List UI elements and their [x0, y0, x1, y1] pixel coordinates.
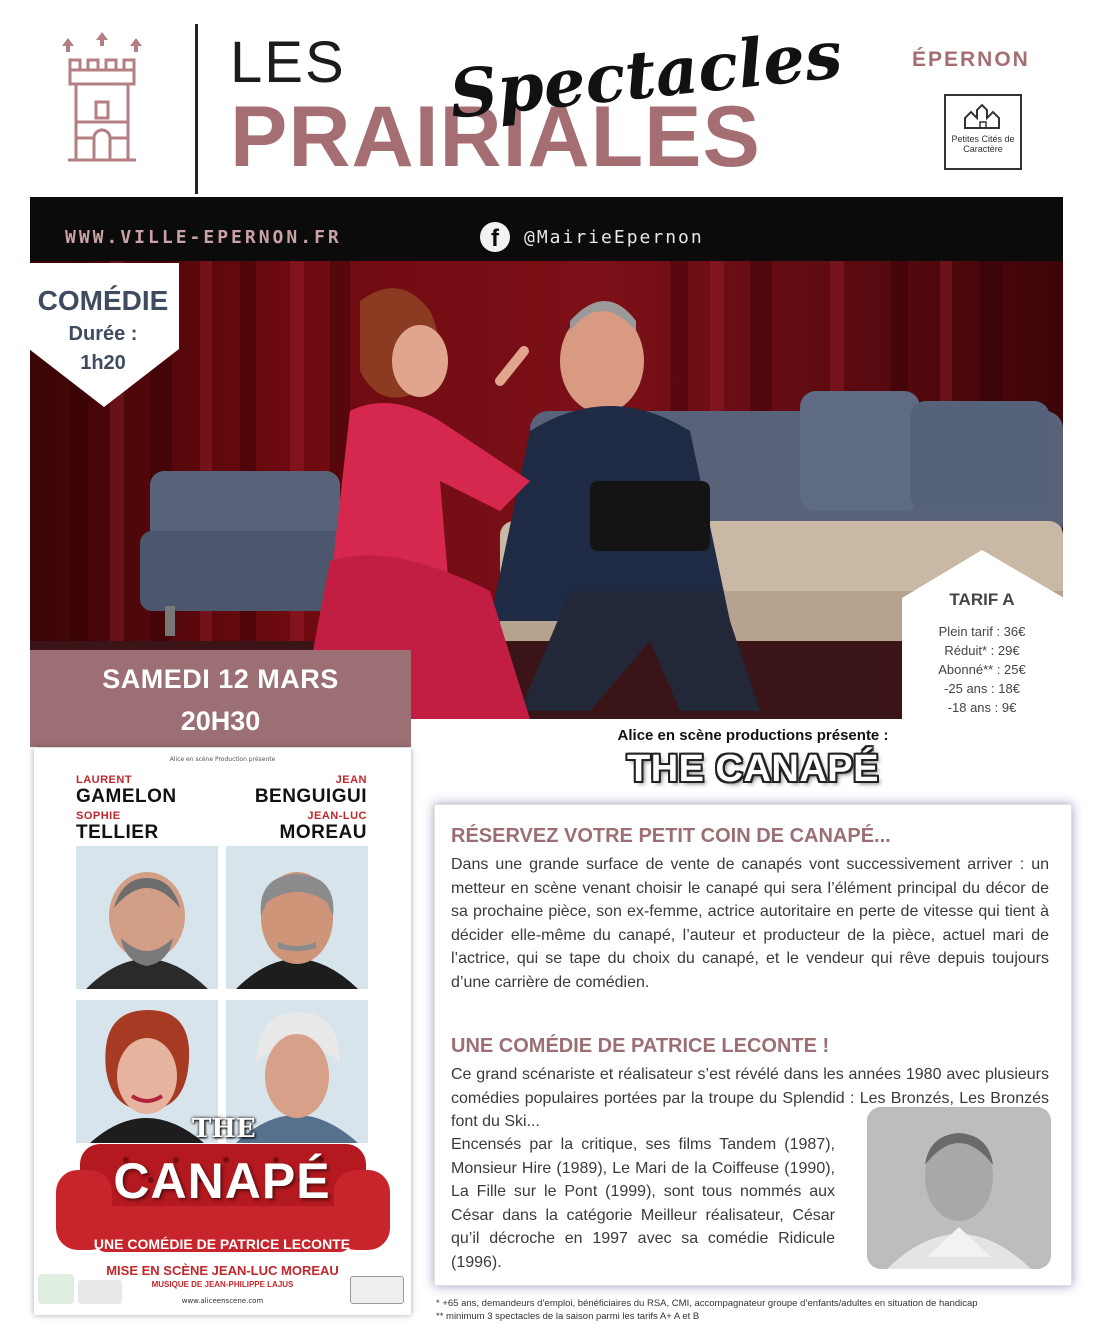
petites-cites-label: Petites Cités de Caractère [951, 134, 1015, 154]
genre-badge [29, 263, 181, 409]
director-bio-text: Ce grand scénariste et réalisateur s’est révélé dans les années 1980 avec plusieurs comédies populaires portées par la troupe du Splendid : Les Bronzés, Les Bronzés font du Ski... [451, 1066, 1049, 1130]
actor-last-name: MOREAU [279, 822, 367, 843]
section-heading: RÉSERVEZ VOTRE PETIT COIN DE CANAPÉ... [451, 825, 891, 847]
actor-last-name: TELLIER [76, 822, 159, 843]
title-prairiales: PRAIRIALES [230, 89, 761, 185]
tower-logo-icon [52, 26, 152, 176]
poster-presents: Alice en scène Production présente [169, 756, 276, 763]
petites-cites-logo [944, 94, 1022, 170]
tarif-line: Abonné** : 25€ [938, 662, 1026, 677]
actor-last-name: BENGUIGUI [254, 786, 367, 807]
actor-last-name: GAMELON [76, 786, 177, 807]
poster-tagline: UNE COMÉDIE DE PATRICE LECONTE [93, 1236, 351, 1252]
tarif-line: Réduit* : 29€ [944, 643, 1020, 658]
actor-first-name: SOPHIE [76, 810, 121, 822]
poster-director: MISE EN SCÈNE JEAN-LUC MOREAU [106, 1263, 339, 1278]
duration-label: Durée : [68, 323, 138, 345]
tarif-badge [902, 550, 1064, 720]
tarif-list [902, 622, 1062, 717]
director-photo [867, 1107, 1051, 1269]
sponsor-logo [78, 1280, 122, 1304]
poster-title-the: THE [192, 1114, 256, 1144]
show-poster [34, 748, 411, 1315]
tarif-line: -18 ans : 9€ [947, 700, 1017, 715]
poster-url: www.aliceenscene.com [181, 1297, 264, 1305]
tarif-line: -25 ans : 18€ [944, 681, 1020, 696]
title-les: LES [230, 30, 346, 95]
title-spectacles: Spectacles [445, 15, 846, 134]
header-divider [195, 24, 198, 194]
facebook-handle[interactable]: @MairieEpernon [524, 227, 704, 248]
town-name: ÉPERNON [912, 48, 1030, 71]
actor-first-name: JEAN [335, 774, 367, 786]
actor-portrait [226, 846, 368, 989]
poster-title-canape: CANAPÉ [113, 1153, 331, 1209]
contact-bar [30, 197, 1063, 261]
show-title: THE CANAPÉ [626, 748, 880, 790]
actor-first-name: JEAN-LUC [307, 810, 367, 822]
genre-label: COMÉDIE [37, 285, 169, 316]
duration-value: 1h20 [80, 352, 126, 374]
director-awards-text: Encensés par la critique, ses films Tandem (1987), Monsieur Hire (1989), Le Mari de la Coiffeuse (1990), La Fille sur le Pont (1999), sont tous nommés aux César dans la catégorie Meilleur réalisateur, César qu’il décroche en 1997 avec sa comédie Ridicule (1996). [451, 1136, 835, 1271]
event-time: 20H30 [180, 706, 261, 736]
actor-first-name: LAURENT [76, 774, 133, 786]
date-box [30, 650, 411, 747]
event-date: SAMEDI 12 MARS [102, 664, 339, 694]
footnote: * +65 ans, demandeurs d’emploi, bénéficiaires du RSA, CMI, accompagnateur groupe d’enfants/adultes en situation de handicap [436, 1298, 978, 1309]
petites-cites-icon [961, 102, 1005, 132]
description-panel [434, 804, 1072, 1286]
production-presents: Alice en scène productions présente : [617, 727, 889, 744]
sponsor-logo [350, 1276, 404, 1304]
sponsor-logo [38, 1274, 74, 1304]
poster-music: MUSIQUE DE JEAN-PHILIPPE LAJUS [151, 1280, 294, 1289]
facebook-icon[interactable]: f [480, 222, 510, 252]
section-heading: UNE COMÉDIE DE PATRICE LECONTE ! [451, 1035, 830, 1057]
website-link[interactable]: WWW.VILLE-EPERNON.FR [65, 227, 342, 248]
synopsis-text: Dans une grande surface de vente de canapés vont successivement arriver : un metteur en scène venant choisir le canapé qui sera l’élément principal du décor de sa prochaine pièce, son ex-femme, actrice autoritaire en perte de vitesse qui tient à décider elle-même du canapé, l’auteur et producteur de la pièce, actuel mari de l’actrice, qui se tape du choix du canapé, et le vendeur qui rêve depuis toujours d’une carrière de comédien. [451, 856, 1049, 991]
footnote: ** minimum 3 spectacles de la saison parmi les tarifs A+ A et B [436, 1311, 700, 1322]
tarif-line: Plein tarif : 36€ [938, 624, 1026, 639]
actor-portrait [76, 846, 218, 989]
tarif-title: TARIF A [949, 590, 1015, 609]
